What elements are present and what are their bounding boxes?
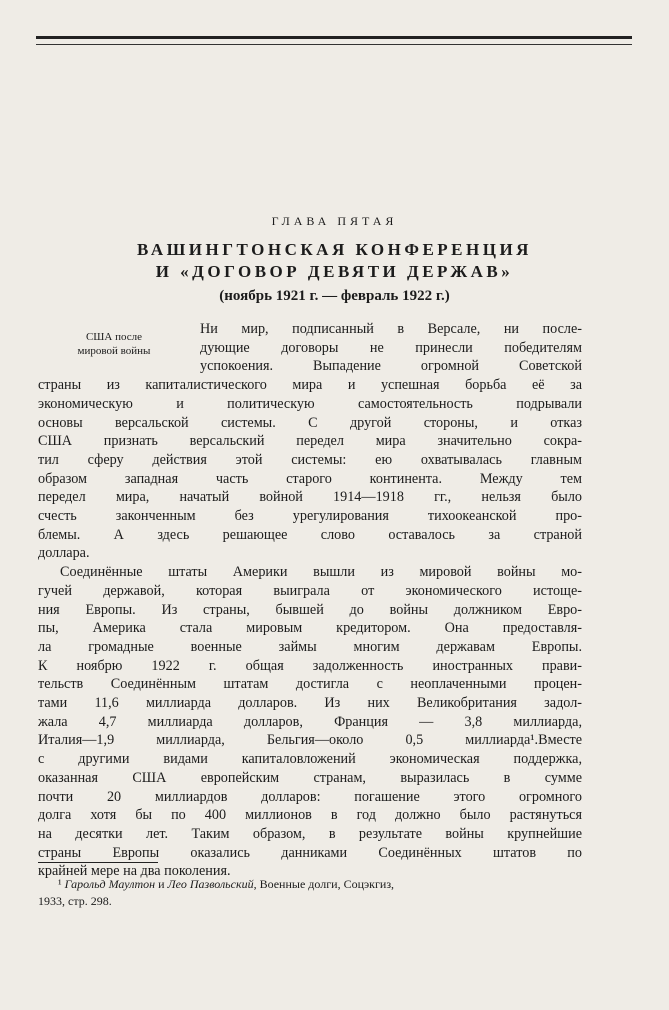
paragraph-1-line: дующие договоры не принесли победителям xyxy=(200,339,582,356)
paragraph-2-line: К ноябрю 1922 г. общая задолженность иностранных прави- xyxy=(38,657,582,674)
paragraph-2-line: тельств Соединённым штатам достигла с неоплаченными процен- xyxy=(38,676,582,693)
margin-note-line: мировой войны xyxy=(77,345,151,357)
chapter-title-line-1: ВАШИНГТОНСКАЯ КОНФЕРЕНЦИЯ xyxy=(137,240,532,259)
header-rule-thick xyxy=(36,36,632,39)
paragraph-2-line: долга хотя бы по 400 миллионов в год должно было растянуться xyxy=(38,807,582,824)
paragraph-1-line: передел мира, начатый войной 1914—1918 гг., нельзя было xyxy=(38,489,582,506)
chapter-subtitle: (ноябрь 1921 г. — февраль 1922 г.) xyxy=(219,288,450,304)
paragraph-2-line: на десятки лет. Таким образом, в результате войны крупнейшие xyxy=(38,825,582,842)
paragraph-2-line: жала 4,7 миллиарда долларов, Франция — 3,8 миллиарда, xyxy=(38,713,582,730)
paragraph-2-line: с другими видами капиталовложений экономическая поддержка, xyxy=(38,751,582,768)
paragraph-2-line: ла громадные военные займы многим державам Европы. xyxy=(38,638,582,655)
paragraph-1-line: основы версальской системы. С другой стороны, и отказ xyxy=(38,414,582,431)
paragraph-2-line: пы, Америка стала мировым кредитором. Она предоставля- xyxy=(38,620,582,637)
paragraph-1-line: США признать версальский передел мира значительно сокра- xyxy=(38,433,582,450)
paragraph-2-line: Италия—1,9 миллиарда, Бельгия—около 0,5 миллиарда¹.Вместе xyxy=(38,732,582,749)
paragraph-2-line: Соединённые штаты Америки вышли из мировой войны мо- xyxy=(60,564,582,581)
footnote-marker: ¹ xyxy=(58,877,62,891)
margin-note-line: США после xyxy=(85,331,143,343)
paragraph-1-line: страны из капиталистического мира и успешная борьба её за xyxy=(38,377,582,394)
chapter-title-line-2: И «ДОГОВОР ДЕВЯТИ ДЕРЖАВ» xyxy=(155,262,514,281)
paragraph-2-line: ния Европы. Из страны, бывшей до войны должником Евро- xyxy=(38,601,582,618)
paragraph-2-line: оказанная США европейским странам, выразилась в сумме xyxy=(38,769,582,786)
footnote-line: 1933, стр. 298. xyxy=(38,894,112,908)
footnote-line xyxy=(38,876,582,893)
body-text xyxy=(38,320,582,881)
footnote-author: Лео Пазвольский xyxy=(167,877,254,891)
paragraph-1-line: успокоения. Выпадение огромной Советской xyxy=(200,358,582,375)
chapter-label: ГЛАВА ПЯТАЯ xyxy=(271,214,398,228)
paragraph-2-line: крайней мере на два поколения. xyxy=(38,863,231,880)
header-rule-thin xyxy=(36,44,632,45)
paragraph-1-line: счесть законченным без урегулирования тихоокеанской про- xyxy=(38,508,582,525)
paragraph-1-line: блемы. А здесь решающее слово оставалось за страной xyxy=(38,526,582,543)
paragraph-1-line: образом западная часть старого континента. Между тем xyxy=(38,470,582,487)
paragraph-1-line: доллара. xyxy=(38,545,90,562)
footnote-author: Гарольд Маултон xyxy=(64,877,156,891)
paragraph-2-line: тами 11,6 миллиарда долларов. Из них Великобритания задол- xyxy=(38,695,582,712)
footnote-rule xyxy=(38,862,158,863)
paragraph-2-line: страны Европы оказались данниками Соединённых штатов по xyxy=(38,844,582,861)
paragraph-1-line: тил сферу действия этой системы: ею охватывалась главным xyxy=(38,451,582,468)
footnote xyxy=(38,876,582,910)
footnote-conjunction: и xyxy=(155,877,168,891)
footnote-source: , Военные долги, Соцэкгиз, xyxy=(253,877,395,891)
paragraph-1-line: Ни мир, подписанный в Версале, ни после- xyxy=(200,321,582,337)
paragraph-2-line: гучей державой, которая выиграла от экономического истоще- xyxy=(38,582,582,599)
paragraph-2-line: почти 20 миллиардов долларов: погашение этого огромного xyxy=(38,788,582,805)
paragraph-1-line: экономическую и политическую самостоятельность подрывали xyxy=(38,395,582,412)
